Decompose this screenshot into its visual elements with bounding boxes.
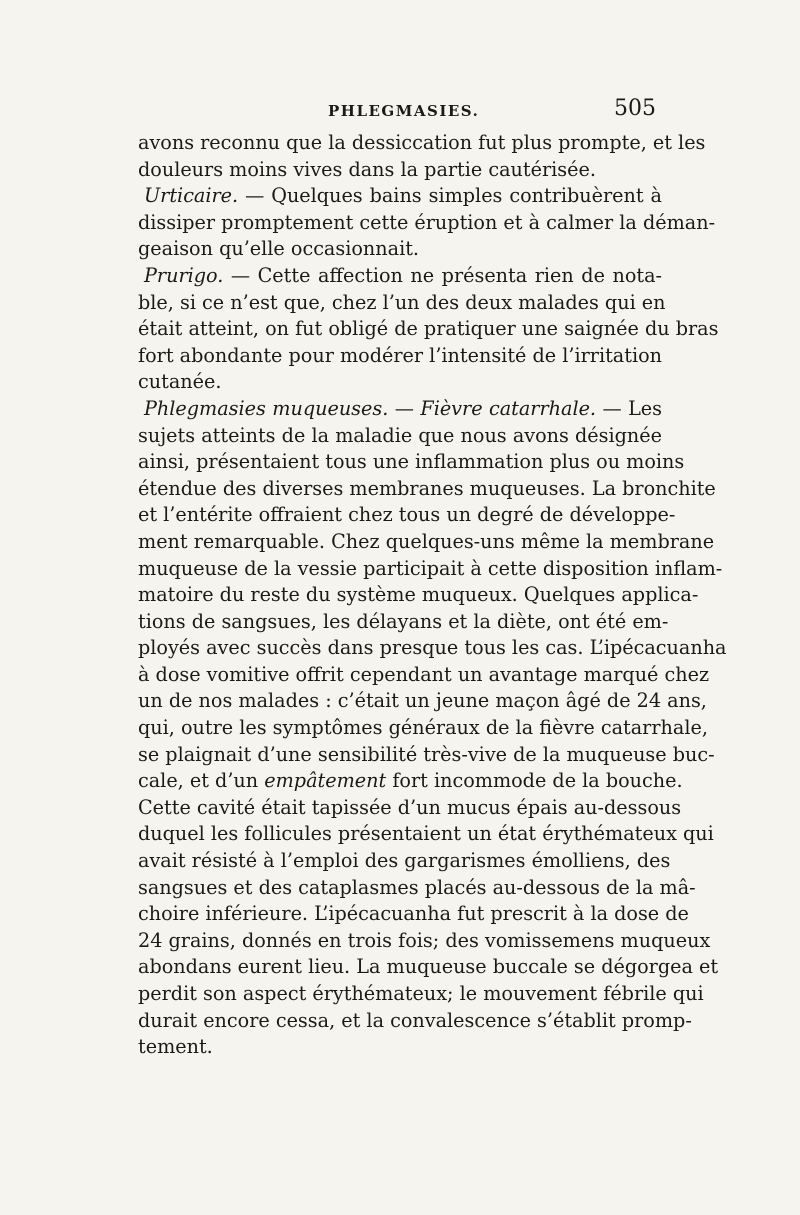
text-run: fort abondante pour modérer l’intensité de l’irritation bbox=[138, 343, 662, 367]
text-run: ployés avec succès dans presque tous les cas. L’ipécacuanha bbox=[138, 636, 727, 660]
italic-text: empâtement bbox=[264, 769, 387, 793]
text-line bbox=[138, 396, 662, 423]
text-line bbox=[138, 343, 662, 370]
text-line bbox=[138, 157, 662, 184]
text-line bbox=[138, 848, 671, 875]
text-line bbox=[138, 236, 662, 263]
text-line bbox=[138, 768, 683, 795]
text-line bbox=[138, 609, 669, 636]
text-run: cale, et d’un bbox=[138, 769, 265, 793]
text-run: — Les bbox=[596, 396, 663, 420]
text-run: ment remarquable. Chez quelques-uns même la membrane bbox=[138, 529, 715, 553]
text-line bbox=[138, 928, 711, 955]
text-line bbox=[138, 795, 682, 822]
text-run: — Cette affection ne présenta rien de nota- bbox=[223, 263, 662, 287]
text-run: dissiper promptement cette éruption et à calmer la déman- bbox=[138, 210, 716, 234]
text-line bbox=[138, 529, 715, 556]
text-run: — bbox=[388, 396, 421, 420]
text-run: se plaignait d’une sensibilité très-vive de la muqueuse buc- bbox=[138, 742, 715, 766]
text-run: choire inférieure. L’ipécacuanha fut prescrit à la dose de bbox=[138, 902, 689, 926]
text-line bbox=[138, 742, 715, 769]
running-title: PHLEGMASIES. bbox=[328, 102, 480, 120]
text-run: qui, outre les symptômes généraux de la fièvre catarrhale, bbox=[138, 716, 708, 740]
text-line bbox=[138, 130, 706, 157]
text-run: sujets atteints de la maladie que nous avons désignée bbox=[138, 423, 662, 447]
italic-text: Fièvre catarrhale. bbox=[420, 396, 597, 420]
text-run: avons reconnu que la dessiccation fut plus prompte, et les bbox=[138, 131, 706, 154]
text-run: à dose vomitive offrit cependant un avantage marqué chez bbox=[138, 662, 710, 686]
text-run: cutanée. bbox=[138, 370, 222, 394]
text-line bbox=[138, 556, 723, 583]
text-line bbox=[138, 875, 696, 902]
text-line bbox=[138, 1034, 662, 1061]
text-run: Cette cavité était tapissée d’un mucus épais au-dessous bbox=[138, 795, 682, 819]
text-run: avait résisté à l’emploi des gargarismes émolliens, des bbox=[138, 849, 671, 873]
text-run: un de nos malades : c’était un jeune maçon âgé de 24 ans, bbox=[138, 689, 707, 713]
italic-text: Urticaire. bbox=[144, 184, 239, 208]
italic-text: Phlegmasies muqueuses. bbox=[144, 396, 389, 420]
text-run: tement. bbox=[138, 1035, 213, 1059]
text-run: étendue des diverses membranes muqueuses. La bronchite bbox=[138, 476, 716, 500]
text-line bbox=[138, 662, 710, 689]
text-run: sangsues et des cataplasmes placés au-dessous de la mâ- bbox=[138, 875, 696, 899]
text-run: douleurs moins vives dans la partie cautérisée. bbox=[138, 157, 596, 181]
text-run: — Quelques bains simples contribuèrent à bbox=[238, 184, 662, 208]
text-run: durait encore cessa, et la convalescence s’établit promp- bbox=[138, 1008, 692, 1032]
text-run: muqueuse de la vessie participait à cette disposition inflam- bbox=[138, 556, 723, 580]
text-run: perdit son aspect érythémateux; le mouvement fébrile qui bbox=[138, 982, 704, 1005]
text-line bbox=[138, 502, 676, 529]
text-run: ble, si ce n’est que, chez l’un des deux malades qui en bbox=[138, 290, 666, 314]
text-run: fort incommode de la bouche. bbox=[386, 769, 683, 793]
text-line bbox=[138, 1008, 692, 1035]
text-line bbox=[138, 210, 716, 237]
text-line bbox=[138, 316, 719, 343]
running-head bbox=[138, 96, 658, 126]
text-line bbox=[138, 476, 716, 503]
text-line bbox=[138, 954, 719, 981]
text-run: tions de sangsues, les délayans et la diète, ont été em- bbox=[138, 609, 669, 633]
text-line bbox=[138, 635, 727, 662]
text-line bbox=[138, 981, 704, 1008]
text-line bbox=[138, 183, 662, 210]
italic-text: Prurigo. bbox=[144, 263, 224, 287]
text-line bbox=[138, 290, 666, 317]
text-line bbox=[138, 263, 662, 290]
text-run: était atteint, on fut obligé de pratiquer une saignée du bras bbox=[138, 317, 719, 341]
text-run: duquel les follicules présentaient un état érythémateux qui bbox=[138, 822, 714, 846]
text-line bbox=[138, 449, 685, 476]
text-line bbox=[138, 901, 689, 928]
text-run: abondans eurent lieu. La muqueuse buccale se dégorgea et bbox=[138, 955, 719, 979]
text-run: 24 grains, donnés en trois fois; des vomissemens muqueux bbox=[138, 928, 711, 952]
page-number: 505 bbox=[614, 96, 656, 121]
text-line bbox=[138, 715, 708, 742]
text-run: geaison qu’elle occasionnait. bbox=[138, 237, 420, 261]
text-line bbox=[138, 821, 714, 848]
text-line bbox=[138, 582, 699, 609]
body-text bbox=[138, 130, 727, 1061]
text-run: et l’entérite offraient chez tous un degré de développe- bbox=[138, 503, 676, 527]
text-run: ainsi, présentaient tous une inflammation plus ou moins bbox=[138, 450, 685, 474]
text-line bbox=[138, 423, 662, 450]
text-line bbox=[138, 369, 662, 396]
text-line bbox=[138, 688, 707, 715]
text-run: matoire du reste du système muqueux. Quelques applica- bbox=[138, 583, 699, 607]
